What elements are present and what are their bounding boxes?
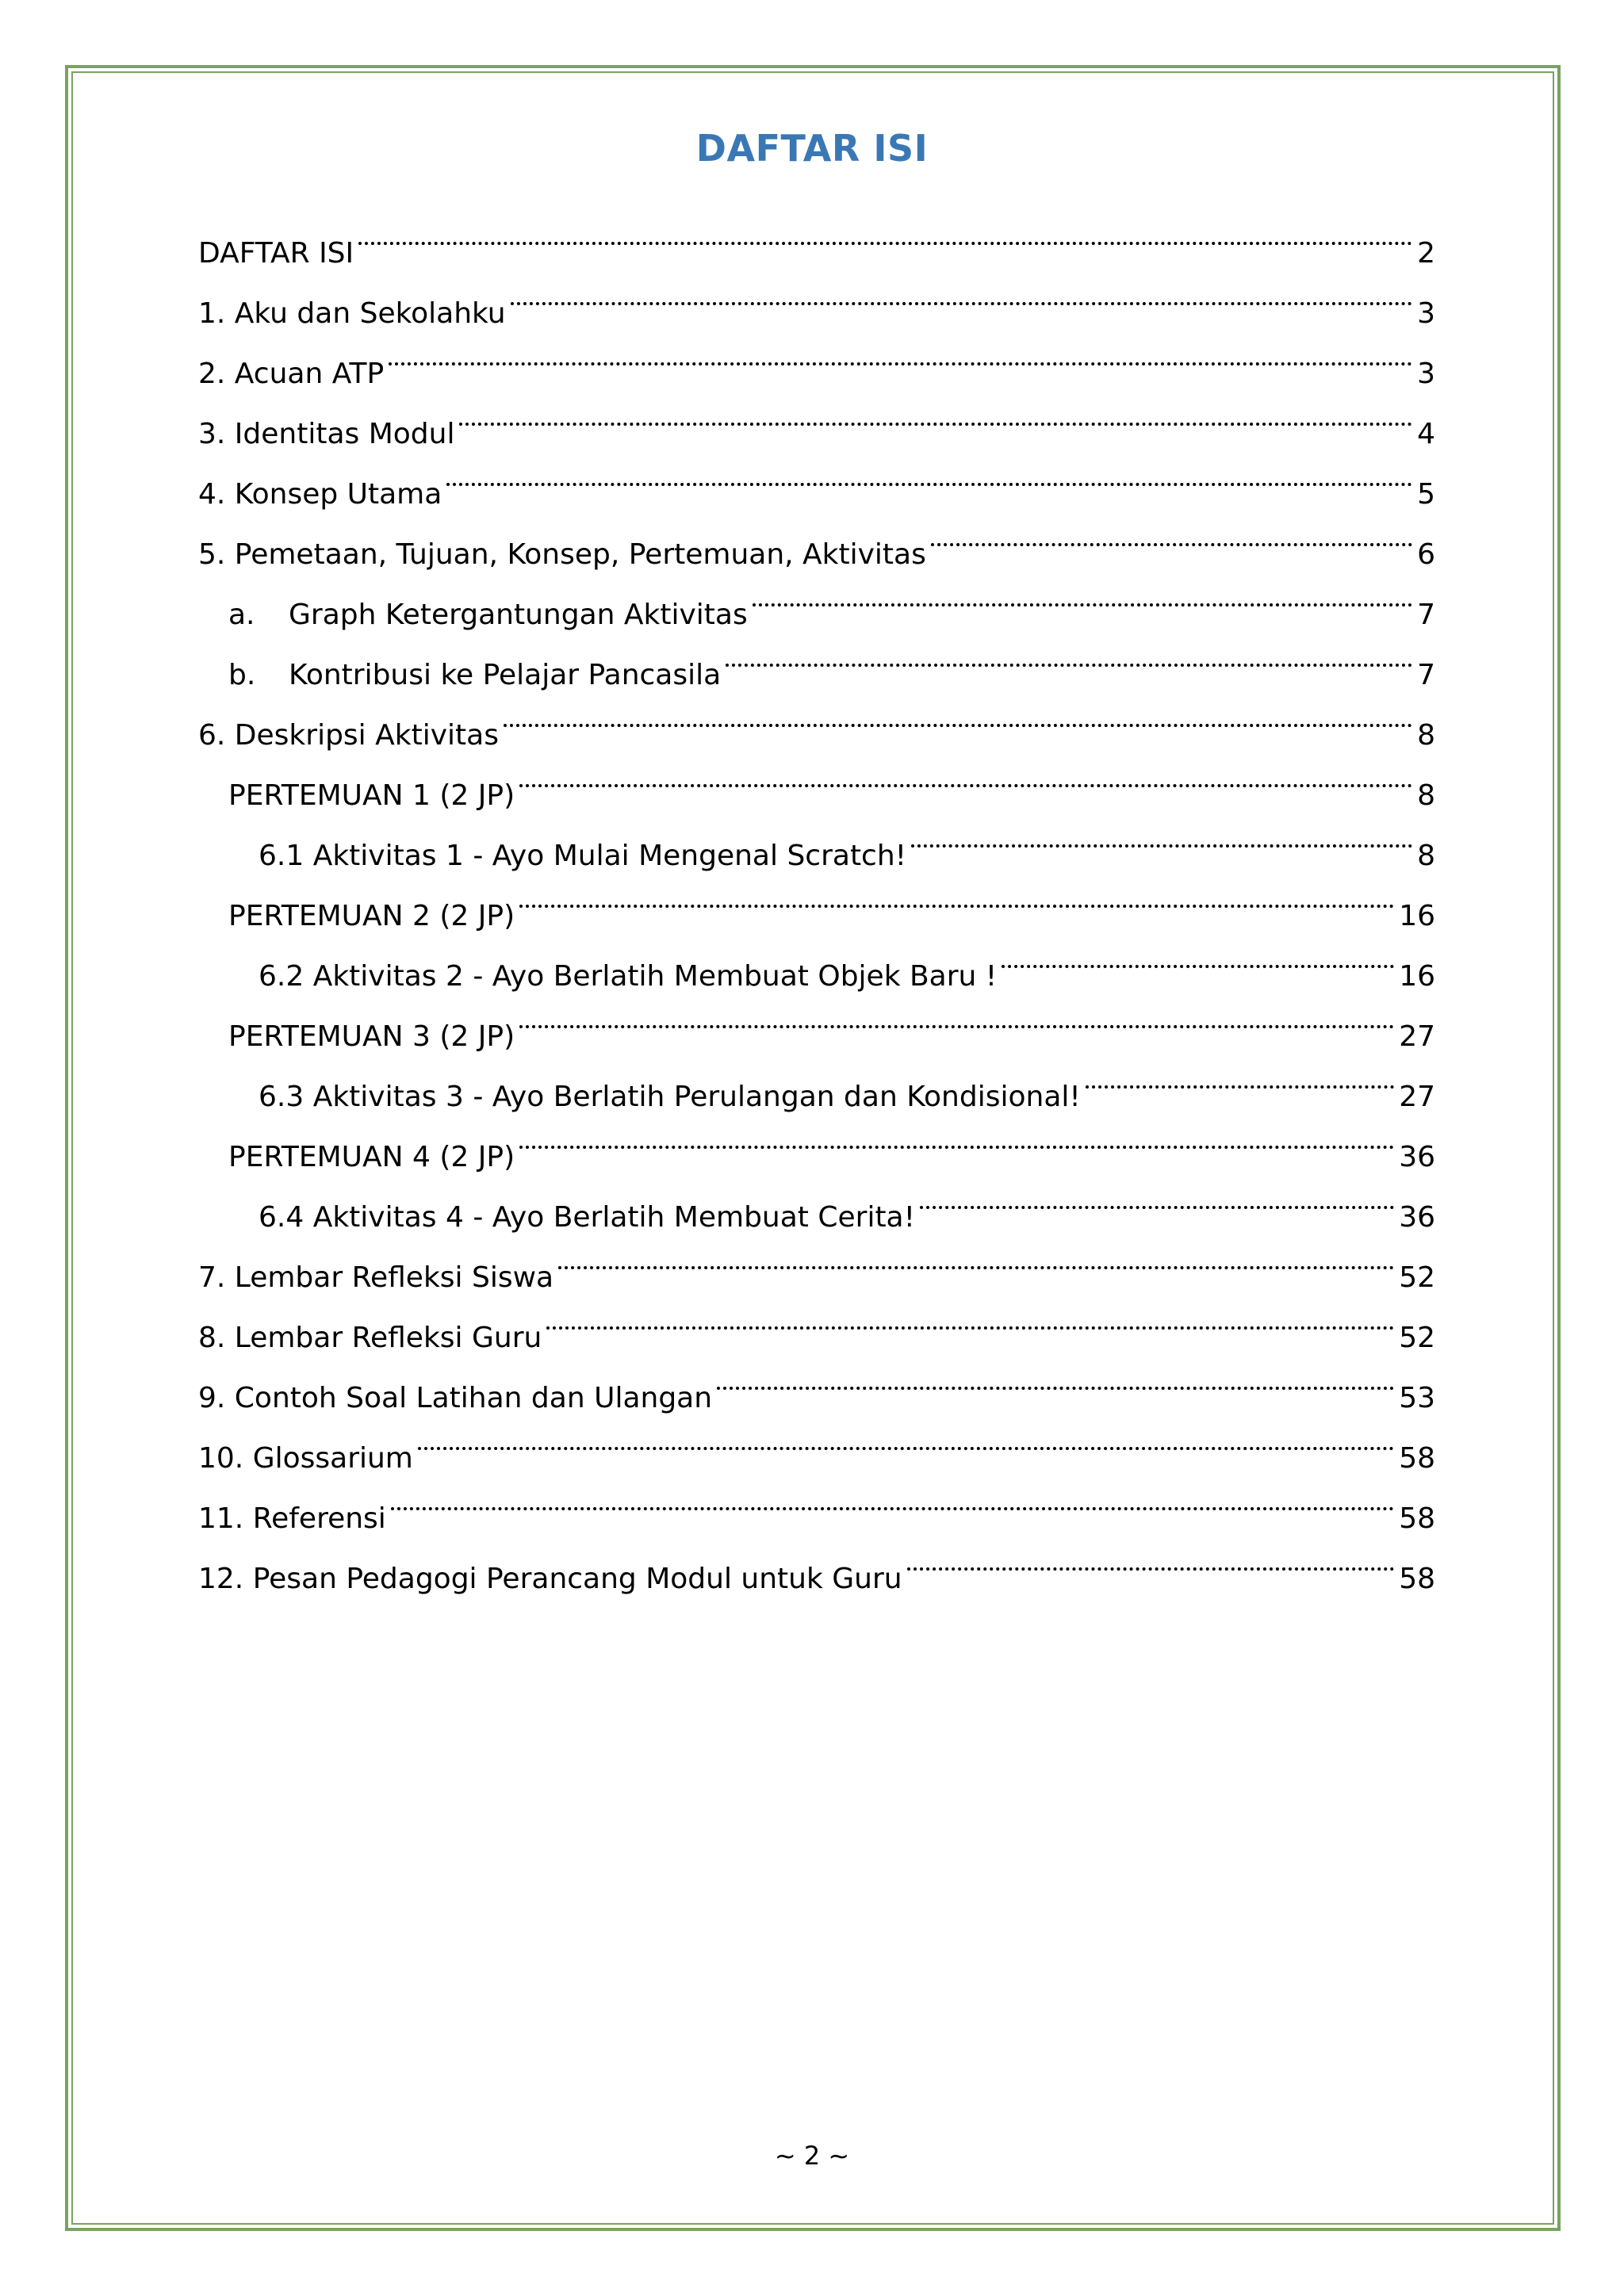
toc-entry-text: 6.1 Aktivitas 1 - Ayo Mulai Mengenal Scratch! [259,840,907,872]
toc-entry-page: 27 [1399,1020,1435,1053]
toc-entry-text: 12. Pesan Pedagogi Perancang Modul untuk Guru [198,1563,902,1595]
toc-entry-page: 8 [1417,840,1435,872]
toc-dot-leader [519,985,1394,1046]
toc-entry-text: 10. Glossarium [198,1442,413,1475]
toc-entry-page: 58 [1399,1442,1435,1475]
toc-dot-leader [519,865,1394,925]
toc-dot-leader [504,684,1412,744]
toc-entry-text: 3. Identitas Modul [198,418,455,450]
toc-entry-page: 7 [1417,599,1435,631]
toc-dot-leader [511,262,1412,323]
toc-entry-text: DAFTAR ISI [198,237,354,270]
toc-entry-number: a. [228,599,255,631]
toc-entry-text: PERTEMUAN 1 (2 JP) [228,779,515,812]
toc-entry-page: 52 [1399,1261,1435,1294]
toc-entry-text: PERTEMUAN 4 (2 JP) [228,1141,515,1173]
toc-entry-page: 16 [1399,900,1435,932]
toc-dot-leader [391,1468,1394,1528]
toc-entry-page: 52 [1399,1322,1435,1354]
toc-entry-page: 4 [1417,418,1435,450]
toc-entry-page: 8 [1417,779,1435,812]
toc-entry-page: 27 [1399,1081,1435,1113]
toc-dot-leader [911,805,1412,865]
toc-entry-page: 3 [1417,358,1435,390]
toc-dot-leader [717,1347,1394,1407]
toc-entry-text: 7. Lembar Refleksi Siswa [198,1261,554,1294]
toc-entry-text: 6. Deskripsi Aktivitas [198,719,499,752]
toc-dot-leader [418,1407,1394,1468]
toc-entry-page: 36 [1399,1201,1435,1234]
toc-dot-leader [931,503,1412,564]
toc-dot-leader [519,744,1412,805]
toc-entry-number: b. [228,659,256,691]
toc-entry-text: 9. Contoh Soal Latihan dan Ulangan [198,1382,713,1414]
toc-entry-page: 8 [1417,719,1435,752]
toc-dot-leader [726,624,1412,684]
toc-dot-leader [459,383,1412,443]
toc-dot-leader [546,1287,1394,1347]
toc-entry-text: 2. Acuan ATP [198,358,385,390]
toc-dot-leader [907,1528,1395,1588]
toc-entry-text: 6.2 Aktivitas 2 - Ayo Berlatih Membuat Objek Baru ! [259,960,998,993]
toc-entry-page: 3 [1417,297,1435,330]
toc-entry-text: Graph Ketergantungan Aktivitas [289,599,748,631]
toc-dot-leader [753,564,1412,624]
toc-dot-leader [446,443,1412,503]
toc-dot-leader [1086,1046,1394,1106]
toc-entry-text: 6.3 Aktivitas 3 - Ayo Berlatih Perulangan dan Kondisional! [259,1081,1081,1113]
toc-entry-page: 7 [1417,659,1435,691]
toc-dot-leader [389,323,1412,383]
toc-dot-leader [1002,925,1394,985]
toc-entry-page: 58 [1399,1563,1435,1595]
page-number-footer: ~ 2 ~ [774,2141,850,2171]
toc-entry-page: 5 [1417,478,1435,511]
toc-entry[interactable] [198,262,1435,330]
toc-entry-text: 8. Lembar Refleksi Guru [198,1322,542,1354]
toc-entry-page: 16 [1399,960,1435,993]
toc-entry-page: 36 [1399,1141,1435,1173]
toc-entry-text: PERTEMUAN 3 (2 JP) [228,1020,515,1053]
toc-dot-leader [358,202,1412,262]
toc-entry-page: 2 [1417,237,1435,270]
toc-dot-leader [519,1106,1394,1166]
toc-entry[interactable] [198,202,1435,270]
toc-entry-text: 1. Aku dan Sekolahku [198,297,506,330]
toc-dot-leader [920,1166,1394,1226]
toc-entry-page: 6 [1417,538,1435,571]
toc-entry-text: 5. Pemetaan, Tujuan, Konsep, Pertemuan, Aktivitas [198,538,926,571]
toc-dot-leader [558,1226,1394,1287]
page-title: DAFTAR ISI [695,127,929,170]
toc-entry-text: 6.4 Aktivitas 4 - Ayo Berlatih Membuat Cerita! [259,1201,916,1234]
toc-list [198,202,1435,1595]
toc-entry-page: 53 [1399,1382,1435,1414]
toc-entry-text: 11. Referensi [198,1502,386,1535]
toc-entry-text: Kontribusi ke Pelajar Pancasila [289,659,722,691]
toc-entry-text: 4. Konsep Utama [198,478,442,511]
toc-entry-text: PERTEMUAN 2 (2 JP) [228,900,515,932]
toc-entry-page: 58 [1399,1502,1435,1535]
